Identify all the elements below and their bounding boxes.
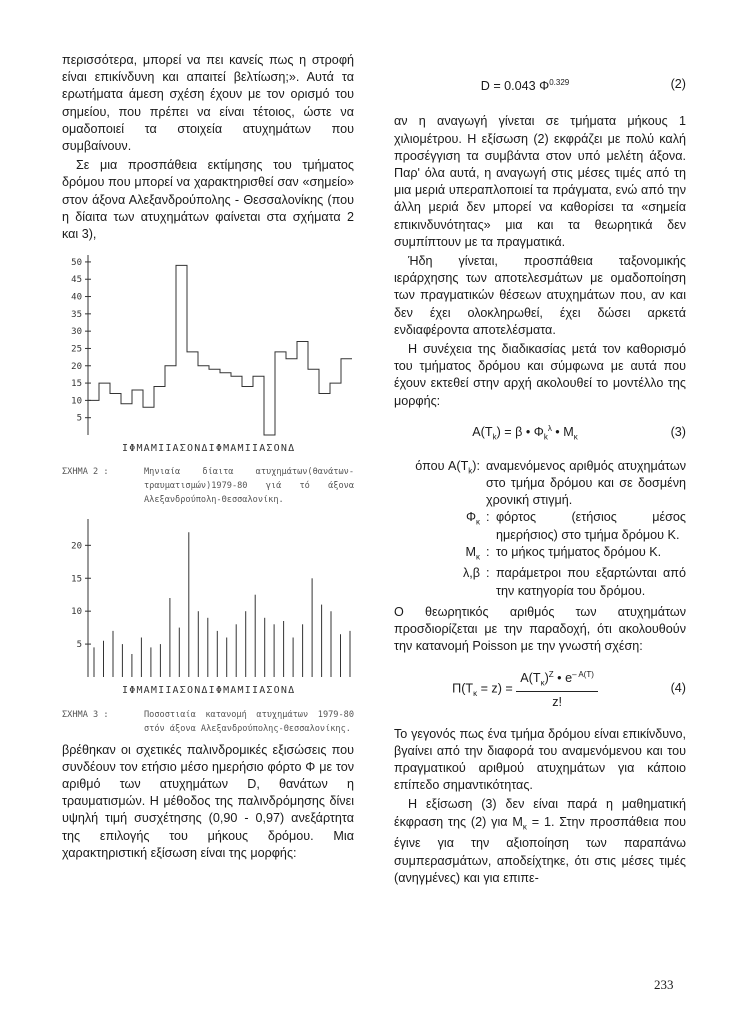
- definition-row: [308, 458, 686, 510]
- figure-3-caption: [62, 708, 354, 736]
- left-paragraph-3: βρέθηκαν οι σχετικές παλινδρομικές εξισώσεις που συνδέουν τον ετήσιο μέσο ημερήσιο φόρτο Φ με τον αριθμό των ατυχημάτων D, θανάτων η τραυματισμών. Η μέθοδος της παλινδρόμησης δίνει υψηλή τιμή συσχέτησης (0,90 - 0,97) ανεξάρτητα της επιλογής του μήκους δρόμου. Μια χαρακτηριστική εξίσωση είναι της μορφής:: [62, 742, 354, 860]
- figure-2-caption-label: ΣΧΗΜΑ 2 :: [62, 467, 109, 478]
- def-2-symbol: Μ: [465, 544, 476, 559]
- figure-2-y-tick-label: 30: [71, 327, 82, 338]
- figure-2-series-line: [88, 266, 352, 436]
- p6-part-a: Η εξίσωση (3) δεν είναι παρά η μαθηματική έκφραση της (2) για Μ: [394, 797, 686, 829]
- equation-4: [394, 666, 686, 712]
- eq4-top: A(T: [520, 670, 541, 685]
- eq3-part-b: ) = β • Φ: [496, 425, 544, 440]
- def-2-text: το μήκος τμήματος δρόμου Κ.: [496, 544, 662, 559]
- eq4-bottom: z!: [552, 695, 562, 710]
- def-0-text: αναμενόμενος αριθμός ατυχημάτων στο τμήμα δρόμου και σε δοσμένη χρονική στιγμή.: [486, 458, 686, 508]
- eq4-top-sub: κ: [540, 678, 545, 688]
- figure-2-y-tick-label: 5: [76, 413, 82, 424]
- equation-3: [394, 420, 686, 446]
- right-paragraph-1: αν η αναγωγή γίνεται σε τμήματα μήκους 1 χιλιομέτρου. Η εξίσωση (2) εκφράζει με πολύ καλή προσέγγιση τα συμβάντα στον υπό μελέτη άξονα. Παρ' όλα αυτά, η αναγωγή στις μέσες τιμές από τη μια μεριά υπεραπλοποιεί τα πράγματα, ενώ από την άλλη μεριά δεν μπορεί να καθορίσει τα «σημεία επικινδυνότητας» μια και τα θεωρητικά δεν συμπίπτουν με τα πραγματικά.: [394, 114, 686, 249]
- figure-2-plot: [62, 249, 354, 439]
- figure-3-chart: [62, 513, 354, 699]
- left-paragraph-2: Σε μια προσπάθεια εκτίμησης του τμήματος δρόμου που μπορεί να χαρακτηρισθεί σαν «σημείο» στον άξονα Αλεξανδρούπολης - Θεσσαλονίκης (που η δίαιτα των ατυχημάτων φαίνεται στα σχήματα 2 και 3),: [62, 158, 354, 242]
- eq4-left-sub: κ: [473, 688, 478, 698]
- eq4-top-exp: – A(T): [572, 669, 594, 679]
- def-1-sub: κ: [476, 517, 480, 527]
- figure-2-y-tick-label: 10: [71, 396, 82, 407]
- eq4-top-e: • e: [553, 670, 573, 685]
- def-3-symbol: λ,β: [462, 566, 480, 581]
- definition-row: $M_\kappa$ : το μήκος τμήματος δρόμου Κ.: [394, 544, 686, 566]
- right-column: [394, 52, 686, 889]
- definition-list: [394, 458, 686, 600]
- figure-3-y-tick-label: 10: [71, 607, 82, 618]
- def-0-symbol: όπου A(T: [415, 458, 469, 473]
- eq3-sub-c: κ: [573, 432, 578, 442]
- figure-2-chart: [62, 249, 354, 457]
- figure-2-y-tick-label: 20: [71, 362, 82, 373]
- figure-2-month-axis: ΙΦΜΑΜΙΙΑΣΟΝΔΙΦΜΑΜΙΙΑΣΟΝΔ: [122, 443, 296, 455]
- figure-3-y-tick-label: 5: [76, 640, 82, 651]
- page-number: 233: [654, 977, 674, 992]
- p6-sub: κ: [522, 822, 527, 832]
- right-paragraph-2: Ήδη γίνεται, προσπάθεια ταξονομικής ιεράρχησης των αποτελεσμάτων με ομαδοποίηση των πραγματικών θέσεων ατυχημάτων που, αν και δεν έχει ολοκληρωθεί, έχει δώσει αρκετά ενδιαφέροντα αποτελέσματα.: [394, 254, 686, 337]
- right-paragraph-5: Το γεγονός πως ένα τμήμα δρόμου είναι επικίνδυνο, βγαίνει από την διαφορά του αναμενόμενου και του πραγματικού αριθμού ατυχημάτων για κάποιο επίπεδο σημαντικότητας.: [394, 726, 686, 793]
- figure-2-y-tick-label: 35: [71, 310, 82, 321]
- eq3-part-a: A(T: [472, 425, 493, 440]
- figure-3-caption-text: Ποσοστιαία κατανομή ατυχημάτων 1979-80 στόν άξονα Αλεξανδρούπολης-Θεσσαλονίκης.: [144, 709, 354, 734]
- def-0-sub: k: [468, 466, 473, 476]
- eq4-top-sup: Z: [548, 669, 554, 679]
- right-paragraph-6: [394, 796, 686, 887]
- eq3-part-c: • M: [551, 425, 574, 440]
- equation-2-body: D = 0.043 Φ: [480, 79, 550, 94]
- eq4-left: Π(T: [452, 680, 474, 695]
- equation-3-number: (3): [670, 425, 686, 440]
- equation-2-number: (2): [670, 77, 686, 92]
- figure-2-caption-text: Μηνιαία δίαιτα ατυχημάτων(θανάτων-τραυματισμών)1979-80 γιά τό άξονα Αλεξανδρούπολη-Θεσσαλονίκη.: [144, 467, 354, 506]
- figure-3-y-tick-label: 20: [71, 541, 82, 552]
- left-paragraph-1: περισσότερα, μπορεί να πει κανείς πως η στροφή είναι επικίνδυνη και απαιτεί βελτίωση;». Αυτά τα ερωτήματα άμεση σχέση έχουν με τον ορισμό του σημείου, που πρέπει να είναι τέτοιος, ώστε να ομαδοποιεί τα στοιχεία ατυχημάτων που συμβαίνουν.: [62, 53, 354, 154]
- eq3-sup: λ: [547, 423, 552, 433]
- def-0-symbol-end: ):: [472, 458, 480, 473]
- equation-2-exponent: 0.329: [549, 78, 570, 87]
- figure-3-caption-label: ΣΧΗΜΑ 3 :: [62, 709, 109, 720]
- definition-row: λ,β : παράμετροι που εξαρτώνται από την κατηγορία του δρόμου.: [394, 565, 686, 599]
- figure-3-plot: [62, 513, 354, 681]
- eq3-sub-b: k: [543, 432, 548, 442]
- figure-3-y-tick-label: 15: [71, 574, 82, 585]
- equation-4-number: (4): [670, 680, 686, 695]
- figure-2-y-tick-label: 45: [71, 275, 82, 286]
- eq3-sub-a: k: [492, 432, 497, 442]
- figure-2-y-tick-label: 25: [71, 344, 82, 355]
- figure-3-month-axis: ΙΦΜΑΜΙΙΑΣΟΝΔΙΦΜΑΜΙΙΑΣΟΝΔ: [122, 685, 296, 697]
- p6-part-b: = 1. Στην προσπάθεια που έγινε για την αξιοποίηση των παραπάνω συμπερασμάτων, αποδείχτηκε, ότι στις μέσες τιμές (ανηγμένες) και για επιπε-: [394, 814, 686, 885]
- def-3-text: παράμετροι που εξαρτώνται από την κατηγορία του δρόμου.: [496, 566, 686, 598]
- right-paragraph-3: Η συνέχεια της διαδικασίας μετά τον καθορισμό του τμήματος δρόμου και σύμφωνα με αυτά που έχουν εκτεθεί στην αρχή ακολουθεί το μοντέλλο της μορφής:: [394, 342, 686, 408]
- right-paragraph-4: Ο θεωρητικός αριθμός των ατυχημάτων προσδιορίζεται με την παραδοχή, ότι ακολουθούν την κατανομή Poisson με την γνωστή σχέση:: [394, 604, 686, 654]
- def-2-sub: κ: [476, 552, 480, 562]
- figure-2-y-tick-label: 50: [71, 258, 82, 269]
- eq4-fraction: $\frac{A(T_\kappa)^Z • e^{- A(T)}}{z!}$: [516, 666, 598, 712]
- figure-2-y-tick-label: 40: [71, 292, 82, 303]
- equation-2: [394, 74, 686, 95]
- eq4-mid: = z) =: [477, 680, 513, 695]
- eq4-top-exp-text: – A(T: [572, 669, 592, 679]
- definition-row: $\Phi_\kappa$ : φόρτος (ετήσιος μέσος ημερήσιος) στο τμήμα δρόμου Κ.: [394, 509, 686, 543]
- def-1-text: φόρτος (ετήσιος μέσος ημερήσιος) στο τμήμα δρόμου Κ.: [496, 510, 686, 542]
- figure-2-y-tick-label: 15: [71, 379, 82, 390]
- def-1-symbol: Φ: [465, 510, 476, 525]
